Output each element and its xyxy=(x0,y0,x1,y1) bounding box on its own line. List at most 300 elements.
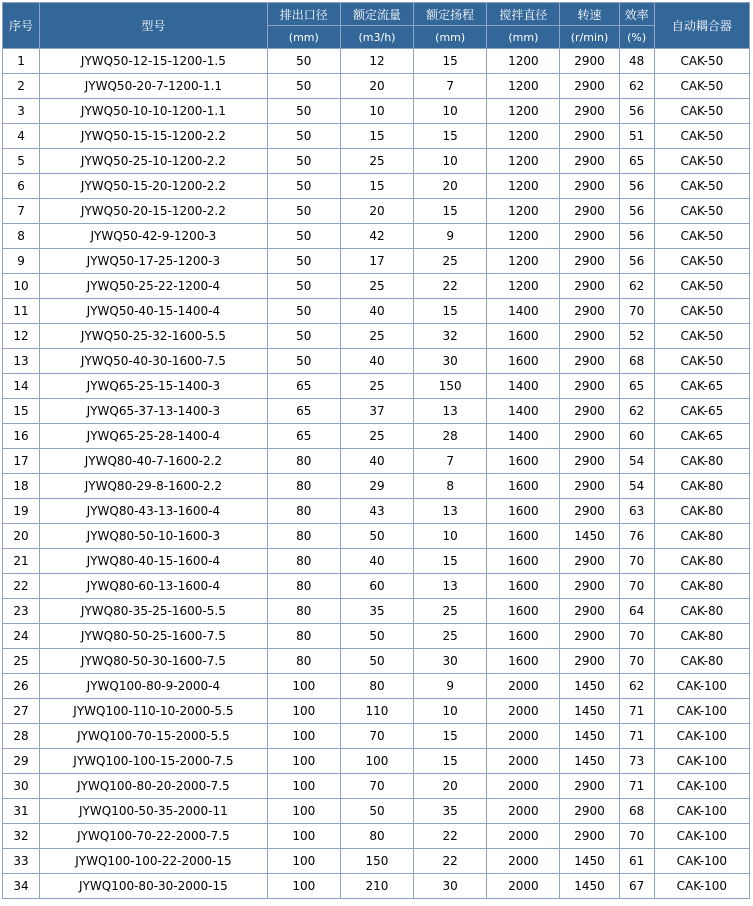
cell-auto-coupler: CAK-80 xyxy=(655,574,749,598)
cell-auto-coupler: CAK-100 xyxy=(655,874,749,898)
cell-speed: 2900 xyxy=(560,399,618,423)
header-auto-coupler: 自动耦合器 xyxy=(655,3,749,48)
cell-rated-head: 22 xyxy=(414,849,486,873)
table-row xyxy=(3,549,749,573)
cell-outlet-diameter: 80 xyxy=(268,549,340,573)
cell-outlet-diameter: 50 xyxy=(268,199,340,223)
cell-efficiency: 62 xyxy=(620,674,654,698)
header-efficiency: 效率 xyxy=(620,3,654,25)
cell-efficiency: 62 xyxy=(620,74,654,98)
cell-index: 6 xyxy=(3,174,39,198)
table-row xyxy=(3,799,749,823)
cell-outlet-diameter: 50 xyxy=(268,174,340,198)
cell-rated-head: 30 xyxy=(414,349,486,373)
cell-auto-coupler: CAK-50 xyxy=(655,324,749,348)
cell-speed: 2900 xyxy=(560,574,618,598)
cell-model: JYWQ100-80-20-2000-7.5 xyxy=(40,774,267,798)
cell-rated-head: 25 xyxy=(414,249,486,273)
cell-speed: 2900 xyxy=(560,174,618,198)
cell-rated-flow: 100 xyxy=(341,749,413,773)
cell-model: JYWQ50-17-25-1200-3 xyxy=(40,249,267,273)
cell-outlet-diameter: 50 xyxy=(268,349,340,373)
cell-index: 9 xyxy=(3,249,39,273)
cell-model: JYWQ50-20-7-1200-1.1 xyxy=(40,74,267,98)
cell-model: JYWQ50-15-15-1200-2.2 xyxy=(40,124,267,148)
cell-outlet-diameter: 50 xyxy=(268,224,340,248)
spec-table-wrapper xyxy=(2,2,750,899)
cell-rated-head: 30 xyxy=(414,649,486,673)
cell-model: JYWQ100-50-35-2000-11 xyxy=(40,799,267,823)
table-row xyxy=(3,124,749,148)
cell-speed: 2900 xyxy=(560,149,618,173)
cell-rated-flow: 50 xyxy=(341,624,413,648)
cell-speed: 2900 xyxy=(560,624,618,648)
cell-rated-flow: 35 xyxy=(341,599,413,623)
cell-index: 5 xyxy=(3,149,39,173)
table-row xyxy=(3,74,749,98)
cell-rated-head: 20 xyxy=(414,174,486,198)
cell-auto-coupler: CAK-50 xyxy=(655,199,749,223)
cell-auto-coupler: CAK-50 xyxy=(655,149,749,173)
table-body xyxy=(3,49,749,898)
cell-auto-coupler: CAK-100 xyxy=(655,799,749,823)
cell-mixer-diameter: 1400 xyxy=(487,424,559,448)
cell-auto-coupler: CAK-100 xyxy=(655,849,749,873)
cell-rated-flow: 40 xyxy=(341,449,413,473)
cell-rated-flow: 70 xyxy=(341,724,413,748)
cell-outlet-diameter: 100 xyxy=(268,874,340,898)
cell-outlet-diameter: 50 xyxy=(268,274,340,298)
table-row xyxy=(3,599,749,623)
cell-speed: 1450 xyxy=(560,749,618,773)
cell-index: 28 xyxy=(3,724,39,748)
header-mixer-diameter: 搅拌直径 xyxy=(487,3,559,25)
cell-efficiency: 67 xyxy=(620,874,654,898)
cell-mixer-diameter: 1200 xyxy=(487,249,559,273)
cell-auto-coupler: CAK-50 xyxy=(655,74,749,98)
cell-outlet-diameter: 100 xyxy=(268,824,340,848)
table-row xyxy=(3,424,749,448)
cell-outlet-diameter: 65 xyxy=(268,424,340,448)
cell-model: JYWQ100-110-10-2000-5.5 xyxy=(40,699,267,723)
cell-auto-coupler: CAK-50 xyxy=(655,124,749,148)
cell-model: JYWQ50-15-20-1200-2.2 xyxy=(40,174,267,198)
cell-rated-flow: 80 xyxy=(341,824,413,848)
table-row xyxy=(3,249,749,273)
cell-auto-coupler: CAK-65 xyxy=(655,399,749,423)
table-row xyxy=(3,524,749,548)
table-row xyxy=(3,624,749,648)
cell-rated-head: 9 xyxy=(414,674,486,698)
cell-rated-flow: 10 xyxy=(341,99,413,123)
cell-efficiency: 68 xyxy=(620,349,654,373)
cell-efficiency: 65 xyxy=(620,374,654,398)
cell-mixer-diameter: 1200 xyxy=(487,174,559,198)
cell-auto-coupler: CAK-80 xyxy=(655,649,749,673)
cell-model: JYWQ50-25-32-1600-5.5 xyxy=(40,324,267,348)
cell-outlet-diameter: 50 xyxy=(268,49,340,73)
cell-efficiency: 63 xyxy=(620,499,654,523)
unit-mixer-diameter: (mm) xyxy=(487,26,559,48)
header-outlet-diameter: 排出口径 xyxy=(268,3,340,25)
cell-efficiency: 56 xyxy=(620,224,654,248)
cell-index: 20 xyxy=(3,524,39,548)
cell-auto-coupler: CAK-50 xyxy=(655,249,749,273)
cell-mixer-diameter: 1400 xyxy=(487,399,559,423)
cell-rated-head: 22 xyxy=(414,274,486,298)
cell-outlet-diameter: 100 xyxy=(268,799,340,823)
table-row xyxy=(3,449,749,473)
cell-outlet-diameter: 100 xyxy=(268,674,340,698)
cell-speed: 2900 xyxy=(560,799,618,823)
cell-efficiency: 70 xyxy=(620,549,654,573)
cell-mixer-diameter: 2000 xyxy=(487,849,559,873)
table-row xyxy=(3,474,749,498)
cell-index: 10 xyxy=(3,274,39,298)
cell-rated-head: 9 xyxy=(414,224,486,248)
cell-speed: 2900 xyxy=(560,649,618,673)
cell-speed: 1450 xyxy=(560,874,618,898)
cell-speed: 1450 xyxy=(560,849,618,873)
cell-speed: 2900 xyxy=(560,474,618,498)
cell-auto-coupler: CAK-50 xyxy=(655,49,749,73)
table-row xyxy=(3,699,749,723)
cell-efficiency: 60 xyxy=(620,424,654,448)
cell-speed: 1450 xyxy=(560,524,618,548)
table-row xyxy=(3,174,749,198)
cell-outlet-diameter: 80 xyxy=(268,624,340,648)
cell-model: JYWQ65-37-13-1400-3 xyxy=(40,399,267,423)
cell-outlet-diameter: 50 xyxy=(268,299,340,323)
cell-speed: 2900 xyxy=(560,824,618,848)
cell-rated-flow: 43 xyxy=(341,499,413,523)
cell-rated-flow: 29 xyxy=(341,474,413,498)
cell-efficiency: 70 xyxy=(620,624,654,648)
cell-index: 18 xyxy=(3,474,39,498)
cell-speed: 2900 xyxy=(560,249,618,273)
cell-efficiency: 70 xyxy=(620,299,654,323)
cell-auto-coupler: CAK-80 xyxy=(655,474,749,498)
header-rated-head: 额定扬程 xyxy=(414,3,486,25)
cell-rated-head: 35 xyxy=(414,799,486,823)
cell-rated-flow: 80 xyxy=(341,674,413,698)
cell-model: JYWQ80-29-8-1600-2.2 xyxy=(40,474,267,498)
cell-mixer-diameter: 1200 xyxy=(487,199,559,223)
cell-rated-head: 15 xyxy=(414,749,486,773)
table-row xyxy=(3,849,749,873)
cell-auto-coupler: CAK-50 xyxy=(655,299,749,323)
cell-rated-flow: 150 xyxy=(341,849,413,873)
cell-rated-flow: 50 xyxy=(341,799,413,823)
cell-mixer-diameter: 1600 xyxy=(487,499,559,523)
cell-model: JYWQ100-70-15-2000-5.5 xyxy=(40,724,267,748)
cell-outlet-diameter: 80 xyxy=(268,649,340,673)
cell-rated-head: 150 xyxy=(414,374,486,398)
table-row xyxy=(3,349,749,373)
cell-mixer-diameter: 1200 xyxy=(487,124,559,148)
cell-efficiency: 52 xyxy=(620,324,654,348)
cell-efficiency: 51 xyxy=(620,124,654,148)
cell-speed: 2900 xyxy=(560,199,618,223)
cell-index: 16 xyxy=(3,424,39,448)
cell-index: 32 xyxy=(3,824,39,848)
cell-mixer-diameter: 1600 xyxy=(487,349,559,373)
unit-speed: (r/min) xyxy=(560,26,618,48)
header-row xyxy=(3,3,749,25)
cell-rated-flow: 17 xyxy=(341,249,413,273)
cell-mixer-diameter: 1200 xyxy=(487,224,559,248)
cell-mixer-diameter: 1200 xyxy=(487,74,559,98)
cell-outlet-diameter: 100 xyxy=(268,774,340,798)
cell-index: 1 xyxy=(3,49,39,73)
cell-mixer-diameter: 1200 xyxy=(487,149,559,173)
cell-model: JYWQ50-25-22-1200-4 xyxy=(40,274,267,298)
cell-rated-flow: 37 xyxy=(341,399,413,423)
cell-auto-coupler: CAK-80 xyxy=(655,624,749,648)
cell-outlet-diameter: 80 xyxy=(268,474,340,498)
cell-index: 34 xyxy=(3,874,39,898)
table-row xyxy=(3,49,749,73)
pump-spec-table xyxy=(2,2,750,899)
cell-index: 8 xyxy=(3,224,39,248)
cell-index: 31 xyxy=(3,799,39,823)
cell-mixer-diameter: 1600 xyxy=(487,449,559,473)
cell-auto-coupler: CAK-100 xyxy=(655,674,749,698)
cell-outlet-diameter: 80 xyxy=(268,449,340,473)
cell-speed: 1450 xyxy=(560,699,618,723)
cell-outlet-diameter: 50 xyxy=(268,124,340,148)
cell-index: 33 xyxy=(3,849,39,873)
header-index: 序号 xyxy=(3,3,39,48)
cell-auto-coupler: CAK-50 xyxy=(655,274,749,298)
cell-efficiency: 71 xyxy=(620,699,654,723)
table-row xyxy=(3,749,749,773)
cell-efficiency: 56 xyxy=(620,174,654,198)
table-row xyxy=(3,224,749,248)
cell-efficiency: 56 xyxy=(620,99,654,123)
cell-mixer-diameter: 1400 xyxy=(487,299,559,323)
cell-rated-head: 22 xyxy=(414,824,486,848)
cell-mixer-diameter: 1600 xyxy=(487,624,559,648)
cell-rated-flow: 50 xyxy=(341,649,413,673)
table-row xyxy=(3,299,749,323)
cell-efficiency: 64 xyxy=(620,599,654,623)
cell-efficiency: 70 xyxy=(620,574,654,598)
cell-speed: 2900 xyxy=(560,774,618,798)
cell-mixer-diameter: 1600 xyxy=(487,324,559,348)
cell-auto-coupler: CAK-80 xyxy=(655,599,749,623)
cell-mixer-diameter: 2000 xyxy=(487,824,559,848)
cell-model: JYWQ50-42-9-1200-3 xyxy=(40,224,267,248)
cell-auto-coupler: CAK-100 xyxy=(655,824,749,848)
cell-speed: 1450 xyxy=(560,724,618,748)
cell-efficiency: 71 xyxy=(620,774,654,798)
cell-mixer-diameter: 1600 xyxy=(487,524,559,548)
cell-model: JYWQ80-50-30-1600-7.5 xyxy=(40,649,267,673)
cell-model: JYWQ50-25-10-1200-2.2 xyxy=(40,149,267,173)
cell-rated-flow: 20 xyxy=(341,199,413,223)
cell-rated-head: 13 xyxy=(414,499,486,523)
cell-outlet-diameter: 100 xyxy=(268,749,340,773)
header-model: 型号 xyxy=(40,3,267,48)
cell-index: 15 xyxy=(3,399,39,423)
header-speed: 转速 xyxy=(560,3,618,25)
table-row xyxy=(3,724,749,748)
table-row xyxy=(3,824,749,848)
cell-model: JYWQ80-35-25-1600-5.5 xyxy=(40,599,267,623)
cell-model: JYWQ65-25-15-1400-3 xyxy=(40,374,267,398)
cell-mixer-diameter: 2000 xyxy=(487,674,559,698)
cell-speed: 2900 xyxy=(560,599,618,623)
cell-model: JYWQ80-43-13-1600-4 xyxy=(40,499,267,523)
cell-rated-flow: 210 xyxy=(341,874,413,898)
cell-mixer-diameter: 2000 xyxy=(487,699,559,723)
cell-rated-head: 15 xyxy=(414,49,486,73)
cell-mixer-diameter: 2000 xyxy=(487,749,559,773)
cell-mixer-diameter: 1200 xyxy=(487,99,559,123)
cell-rated-flow: 12 xyxy=(341,49,413,73)
cell-mixer-diameter: 1600 xyxy=(487,649,559,673)
cell-rated-head: 10 xyxy=(414,99,486,123)
table-row xyxy=(3,149,749,173)
cell-index: 27 xyxy=(3,699,39,723)
cell-speed: 2900 xyxy=(560,424,618,448)
cell-rated-head: 32 xyxy=(414,324,486,348)
cell-speed: 2900 xyxy=(560,549,618,573)
cell-model: JYWQ100-100-22-2000-15 xyxy=(40,849,267,873)
cell-auto-coupler: CAK-80 xyxy=(655,499,749,523)
cell-index: 25 xyxy=(3,649,39,673)
table-row xyxy=(3,274,749,298)
cell-outlet-diameter: 65 xyxy=(268,399,340,423)
cell-rated-head: 13 xyxy=(414,399,486,423)
cell-index: 3 xyxy=(3,99,39,123)
cell-efficiency: 56 xyxy=(620,249,654,273)
cell-model: JYWQ100-80-30-2000-15 xyxy=(40,874,267,898)
unit-rated-head: (mm) xyxy=(414,26,486,48)
cell-index: 12 xyxy=(3,324,39,348)
cell-rated-flow: 25 xyxy=(341,324,413,348)
cell-index: 17 xyxy=(3,449,39,473)
unit-outlet-diameter: (mm) xyxy=(268,26,340,48)
cell-efficiency: 65 xyxy=(620,149,654,173)
cell-speed: 1450 xyxy=(560,674,618,698)
cell-rated-flow: 40 xyxy=(341,549,413,573)
cell-index: 23 xyxy=(3,599,39,623)
table-row xyxy=(3,574,749,598)
cell-index: 21 xyxy=(3,549,39,573)
table-row xyxy=(3,99,749,123)
cell-speed: 2900 xyxy=(560,324,618,348)
cell-auto-coupler: CAK-50 xyxy=(655,174,749,198)
cell-model: JYWQ50-20-15-1200-2.2 xyxy=(40,199,267,223)
cell-outlet-diameter: 80 xyxy=(268,499,340,523)
cell-model: JYWQ80-50-10-1600-3 xyxy=(40,524,267,548)
cell-speed: 2900 xyxy=(560,374,618,398)
unit-efficiency: (%) xyxy=(620,26,654,48)
cell-index: 14 xyxy=(3,374,39,398)
cell-outlet-diameter: 50 xyxy=(268,149,340,173)
cell-rated-flow: 20 xyxy=(341,74,413,98)
cell-mixer-diameter: 2000 xyxy=(487,799,559,823)
cell-rated-head: 10 xyxy=(414,524,486,548)
cell-rated-head: 7 xyxy=(414,74,486,98)
cell-rated-head: 15 xyxy=(414,199,486,223)
cell-auto-coupler: CAK-50 xyxy=(655,349,749,373)
cell-model: JYWQ80-40-7-1600-2.2 xyxy=(40,449,267,473)
cell-auto-coupler: CAK-100 xyxy=(655,699,749,723)
cell-rated-head: 15 xyxy=(414,549,486,573)
unit-rated-flow: (m3/h) xyxy=(341,26,413,48)
cell-efficiency: 73 xyxy=(620,749,654,773)
cell-speed: 2900 xyxy=(560,224,618,248)
cell-rated-flow: 25 xyxy=(341,424,413,448)
cell-outlet-diameter: 100 xyxy=(268,724,340,748)
cell-outlet-diameter: 50 xyxy=(268,74,340,98)
header-rated-flow: 额定流量 xyxy=(341,3,413,25)
cell-speed: 2900 xyxy=(560,74,618,98)
cell-rated-head: 10 xyxy=(414,149,486,173)
cell-index: 29 xyxy=(3,749,39,773)
cell-auto-coupler: CAK-50 xyxy=(655,224,749,248)
cell-speed: 2900 xyxy=(560,499,618,523)
cell-mixer-diameter: 1600 xyxy=(487,574,559,598)
cell-model: JYWQ100-100-15-2000-7.5 xyxy=(40,749,267,773)
cell-model: JYWQ80-40-15-1600-4 xyxy=(40,549,267,573)
cell-auto-coupler: CAK-100 xyxy=(655,774,749,798)
cell-model: JYWQ50-40-30-1600-7.5 xyxy=(40,349,267,373)
cell-index: 13 xyxy=(3,349,39,373)
cell-auto-coupler: CAK-100 xyxy=(655,724,749,748)
cell-rated-head: 20 xyxy=(414,774,486,798)
cell-mixer-diameter: 1600 xyxy=(487,599,559,623)
cell-speed: 2900 xyxy=(560,49,618,73)
cell-rated-head: 7 xyxy=(414,449,486,473)
cell-rated-flow: 15 xyxy=(341,124,413,148)
cell-model: JYWQ80-50-25-1600-7.5 xyxy=(40,624,267,648)
cell-index: 22 xyxy=(3,574,39,598)
cell-efficiency: 56 xyxy=(620,199,654,223)
cell-speed: 2900 xyxy=(560,299,618,323)
cell-auto-coupler: CAK-65 xyxy=(655,374,749,398)
table-row xyxy=(3,199,749,223)
cell-auto-coupler: CAK-65 xyxy=(655,424,749,448)
cell-rated-flow: 40 xyxy=(341,349,413,373)
cell-speed: 2900 xyxy=(560,349,618,373)
cell-index: 19 xyxy=(3,499,39,523)
cell-index: 2 xyxy=(3,74,39,98)
cell-rated-flow: 15 xyxy=(341,174,413,198)
cell-rated-flow: 110 xyxy=(341,699,413,723)
cell-speed: 2900 xyxy=(560,274,618,298)
cell-auto-coupler: CAK-100 xyxy=(655,749,749,773)
cell-efficiency: 70 xyxy=(620,649,654,673)
table-row xyxy=(3,499,749,523)
cell-rated-flow: 25 xyxy=(341,374,413,398)
cell-model: JYWQ65-25-28-1400-4 xyxy=(40,424,267,448)
cell-index: 26 xyxy=(3,674,39,698)
cell-rated-head: 15 xyxy=(414,724,486,748)
cell-rated-flow: 70 xyxy=(341,774,413,798)
cell-mixer-diameter: 1400 xyxy=(487,374,559,398)
cell-auto-coupler: CAK-80 xyxy=(655,449,749,473)
cell-speed: 2900 xyxy=(560,449,618,473)
cell-model: JYWQ100-80-9-2000-4 xyxy=(40,674,267,698)
cell-model: JYWQ50-12-15-1200-1.5 xyxy=(40,49,267,73)
cell-outlet-diameter: 80 xyxy=(268,574,340,598)
cell-speed: 2900 xyxy=(560,124,618,148)
cell-mixer-diameter: 1600 xyxy=(487,474,559,498)
